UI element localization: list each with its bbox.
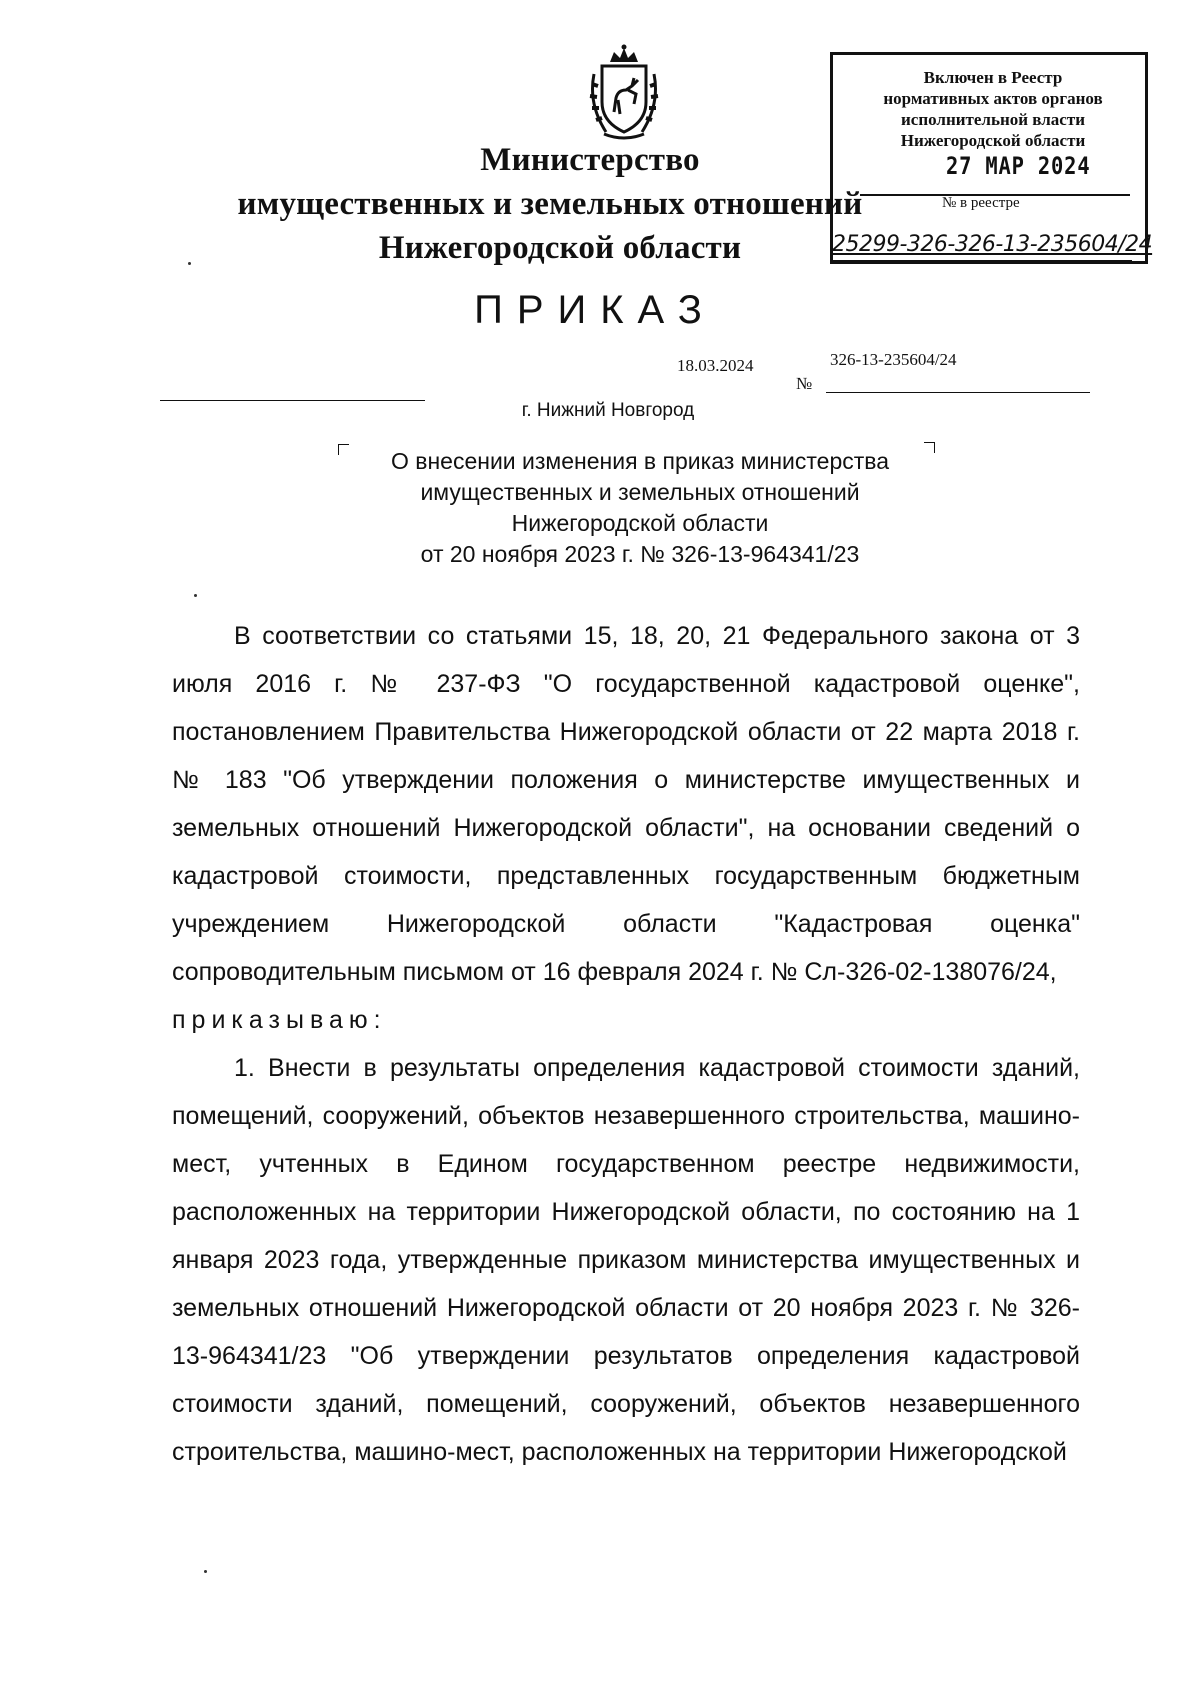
body-paragraph-1: В соответствии со статьями 15, 18, 20, 21 Федерального закона от 3 июля 2016 г. № 237-ФЗ "О государственной кадастровой оценке", постановлением Правительства Нижегородской области от 22 марта 2018 г. № 183 "Об утверждении положения о министерстве имущественных и земельных отношений Нижегородской области", на основании сведений о кадастровой стоимости, представленных государственным бюджетным учреждением Нижегородской области "Кадастровая оценка" сопроводительным письмом от 16 февраля 2024 г. № Сл-326-02-138076/24,	[172, 622, 1080, 986]
subject-line-3: Нижегородской области	[511, 510, 769, 536]
stamp-line-3: исполнительной власти	[901, 110, 1085, 129]
order-body	[172, 612, 1080, 1476]
scan-speck	[204, 1570, 207, 1573]
coat-of-arms-icon	[584, 44, 664, 142]
subject-line-4: от 20 ноября 2023 г. № 326-13-964341/23	[420, 541, 860, 567]
stamp-date: 27 МАР 2024	[946, 152, 1091, 180]
document-title	[0, 288, 1200, 333]
order-city: г. Нижний Новгород	[521, 400, 695, 421]
ministry-header	[237, 138, 870, 270]
stamp-line-4: Нижегородской области	[900, 131, 1086, 150]
stamp-registry-number: 25299-326-326-13-235604/24	[832, 232, 1153, 257]
number-line	[826, 392, 1090, 393]
stamp-line-1: Включен в Реестр	[923, 68, 1063, 87]
stamp-line-2: нормативных актов органов	[883, 89, 1103, 108]
stamp-text	[843, 67, 1143, 151]
document-title-text: ПРИКАЗ	[474, 288, 716, 332]
header-line-1: Министерство	[480, 142, 700, 178]
body-command: приказываю:	[172, 1006, 387, 1034]
order-number-sign: №	[796, 374, 813, 393]
order-subject	[340, 446, 940, 570]
subject-line-1: О внесении изменения в приказ министерства	[390, 448, 890, 474]
stamp-registry-label: № в реестре	[942, 195, 1020, 211]
order-date: 18.03.2024	[677, 356, 754, 375]
order-number: 326-13-235604/24	[830, 350, 957, 369]
header-line-3: Нижегородской области	[378, 230, 742, 266]
header-line-2: имущественных и земельных отношений	[237, 186, 863, 222]
scan-speck	[194, 594, 197, 597]
subject-line-2: имущественных и земельных отношений	[420, 479, 860, 505]
stamp-bottom-line	[832, 260, 1132, 261]
scan-speck	[188, 262, 191, 265]
body-paragraph-2: 1. Внести в результаты определения кадастровой стоимости зданий, помещений, сооружений, объектов незавершенного строительства, машино-мест, учтенных в Едином государственном реестре недвижимости, расположенных на территории Нижегородской области, по состоянию на 1 января 2023 года, утвержденные приказом министерства имущественных и земельных отношений Нижегородской области от 20 ноября 2023 г. № 326-13-964341/23 "Об утверждении результатов определения кадастровой стоимости зданий, помещений, сооружений, объектов незавершенного строительства, машино-мест, расположенных на территории Нижегородской	[172, 1054, 1080, 1466]
